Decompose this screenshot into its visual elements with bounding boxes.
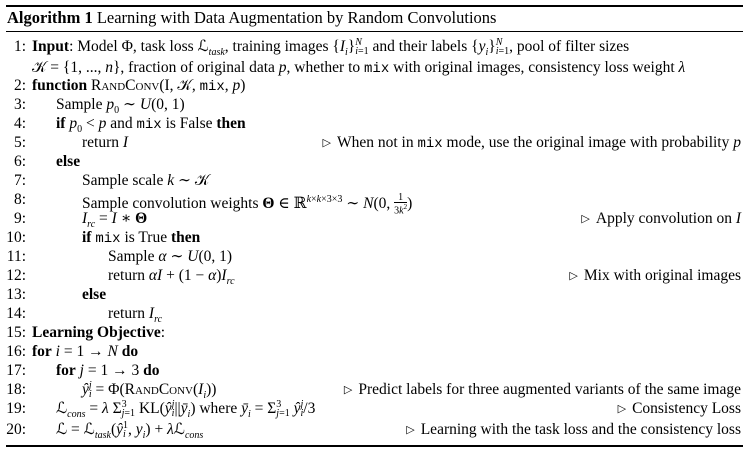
- line-text: 𝒦 = {1, ..., n}, fraction of original data p, whether to mix with original images, consistency loss weight λ: [32, 59, 686, 77]
- line-number: 6:: [13, 153, 26, 170]
- comment-triangle-icon: ▷: [322, 137, 331, 149]
- line-number: 7:: [13, 172, 26, 189]
- line-number: 12:: [6, 267, 26, 284]
- algo-line-1: [0, 36, 747, 58]
- algorithm-caption: [7, 8, 496, 28]
- line-comment: ▷ Predict labels for three augmented variants of the same image: [343, 381, 741, 398]
- line-text: function RandConv(I, 𝒦, mix, p): [32, 77, 246, 95]
- line-comment: ▷ Apply convolution on I: [581, 210, 741, 227]
- line-text: return $I_{rc}$: [108, 305, 163, 326]
- comment-triangle-icon: ▷: [406, 424, 415, 436]
- algorithm-title: Learning with Data Augmentation by Random Convolutions: [96, 8, 497, 27]
- line-text: Sample scale k ∼ 𝒦: [82, 172, 210, 189]
- algo-line-19: [0, 398, 747, 420]
- comment-triangle-icon: ▷: [569, 270, 578, 282]
- line-number: 17:: [6, 362, 26, 379]
- line-text: return I: [82, 134, 129, 151]
- line-number: 3:: [13, 96, 26, 113]
- line-number: 18:: [6, 381, 26, 398]
- line-number: 15:: [6, 324, 26, 341]
- line-text: if mix is True then: [82, 229, 201, 247]
- line-number: 16:: [6, 343, 26, 360]
- line-text: ŷj $i = \Phi(RandConv(I_i))$: [82, 380, 217, 402]
- line-number: 10:: [6, 229, 26, 246]
- line-comment: ▷ Consistency Loss: [617, 400, 741, 417]
- line-text: for i = 1 → N do: [32, 343, 139, 360]
- line-text: Sample $p_0$ ∼ U(0, 1): [56, 96, 185, 117]
- line-text: return $\alpha I + (1 - \alpha)I_{rc}$: [108, 267, 235, 288]
- line-number: 9:: [13, 210, 26, 227]
- caption-rule: [6, 31, 743, 32]
- line-number: 4:: [13, 115, 26, 132]
- line-comment: ▷ Learning with the task loss and the consistency loss: [406, 421, 741, 438]
- line-number: 5:: [13, 134, 26, 151]
- comment-triangle-icon: ▷: [617, 403, 627, 415]
- algo-line-20: [0, 419, 747, 441]
- line-text: for j = 1 → 3 do: [56, 362, 160, 379]
- line-number: 14:: [6, 305, 26, 322]
- comment-triangle-icon: ▷: [343, 384, 353, 396]
- top-rule: [6, 5, 743, 7]
- line-text: Learning Objective:: [32, 324, 166, 341]
- line-text: Sample convolution weights Θ ∈ ℝ$^{k\times k\times 3\times 3}$ ∼ N(0, $\frac{1}{3k^2}$ ): [82, 192, 413, 217]
- line-comment: ▷ When not in mix mode, use the original image with probability p: [322, 134, 741, 152]
- line-number: 13:: [6, 286, 26, 303]
- algorithm-label: Algorithm 1: [7, 8, 93, 27]
- line-text: else: [56, 153, 81, 170]
- line-number: 2:: [13, 77, 26, 94]
- line-text: if $p_0 < p$ and mix is False then: [56, 115, 246, 136]
- line-text: $I_{rc} = I$ ∗ Θ: [82, 210, 148, 231]
- line-text: Input: Model Φ, task loss ℒ$_{task}$, training images $\{I_i\}N$ i=1 and their labels $\{y_i\}N$ i=1, pool of filter sizes: [32, 37, 630, 59]
- bottom-rule: [6, 445, 743, 447]
- line-number: 11:: [6, 248, 26, 265]
- line-number: 1:: [13, 38, 26, 55]
- line-text: ℒ$_{cons}$ = λ Σ3 j=1 KL(ŷj $i||ȳ_i$) where $ȳ_i = \Sigma 3$ j=1 ŷj i/3: [56, 399, 316, 421]
- line-number: 8:: [13, 191, 26, 208]
- line-comment: ▷ Mix with original images: [569, 267, 741, 284]
- line-number: 19:: [6, 400, 26, 417]
- line-number: 20:: [6, 421, 26, 438]
- line-text: ℒ = ℒ$_{task}$(ŷ1 i , $y_i$) + λℒ$_{cons}$: [56, 420, 204, 442]
- comment-triangle-icon: ▷: [581, 213, 590, 225]
- line-text: Sample α ∼ U(0, 1): [108, 248, 233, 265]
- line-text: else: [82, 286, 107, 303]
